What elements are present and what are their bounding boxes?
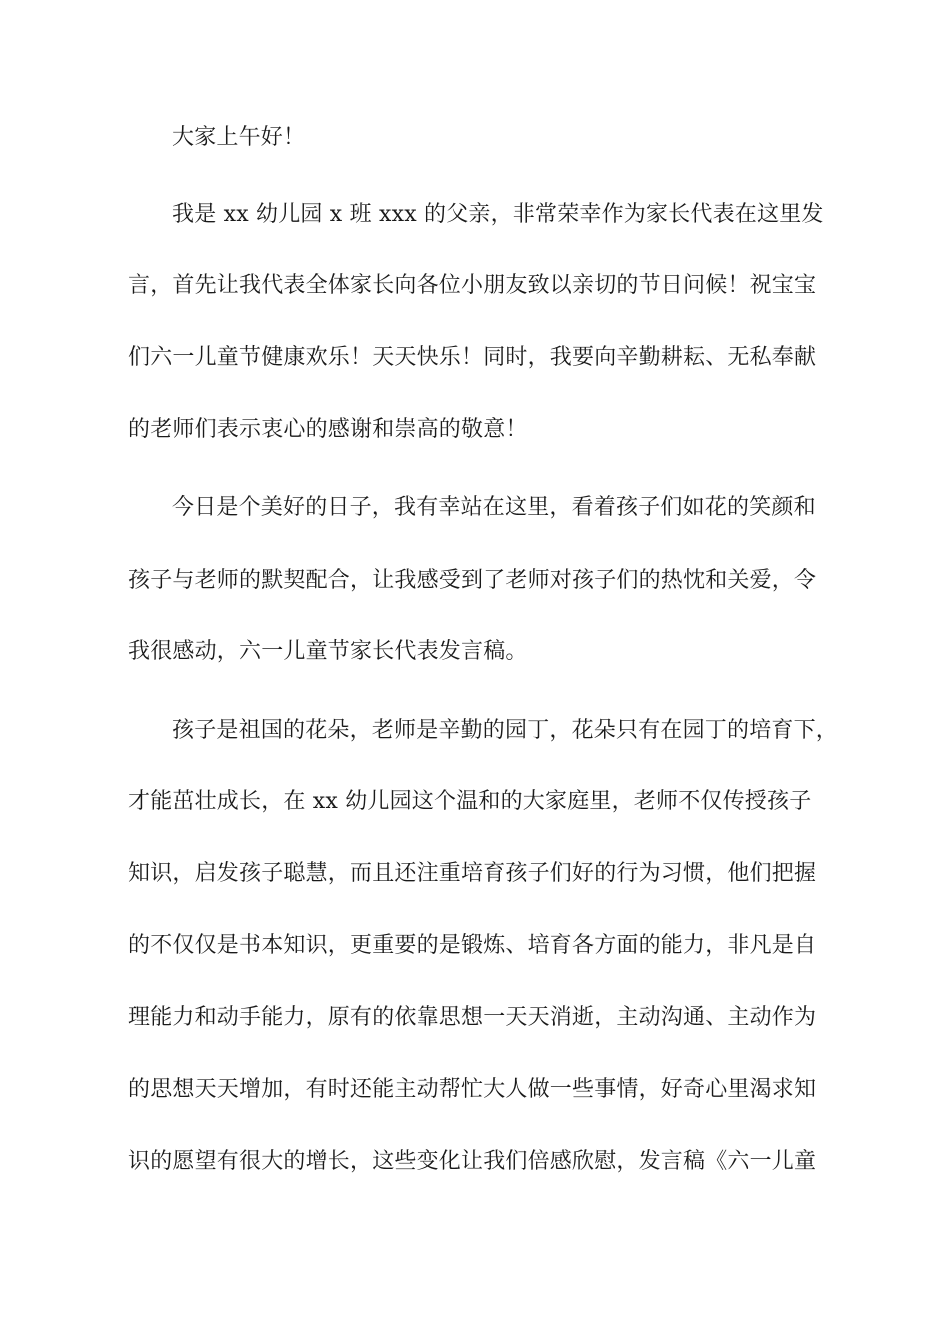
- paragraph-2-line-1: 今日是个美好的日子，我有幸站在这里，看着孩子们如花的笑颜和: [172, 495, 816, 520]
- paragraph-3-line-5: 理能力和动手能力，原有的依靠思想一天天消逝，主动沟通、主动作为: [128, 1005, 817, 1030]
- greeting-line: 大家上午好！: [172, 125, 306, 150]
- paragraph-3-line-2: 才能茁壮成长，在 xx 幼儿园这个温和的大家庭里，老师不仅传授孩子: [128, 789, 812, 814]
- paragraph-2-line-2: 孩子与老师的默契配合，让我感受到了老师对孩子们的热忱和关爱，令: [128, 568, 817, 593]
- paragraph-3-line-1: 孩子是祖国的花朵，老师是辛勤的园丁，花朵只有在园丁的培育下，: [172, 718, 839, 743]
- paragraph-3-line-4: 的不仅仅是书本知识，更重要的是锻炼、培育各方面的能力，非凡是自: [128, 933, 817, 958]
- paragraph-2-line-3: 我很感动，六一儿童节家长代表发言稿。: [128, 639, 528, 664]
- paragraph-3-line-6: 的思想天天增加，有时还能主动帮忙大人做一些事情，好奇心里渴求知: [128, 1077, 817, 1102]
- paragraph-3-line-7: 识的愿望有很大的增长，这些变化让我们倍感欣慰，发言稿《六一儿童: [128, 1149, 817, 1174]
- paragraph-1-line-1: 我是 xx 幼儿园 x 班 xxx 的父亲，非常荣幸作为家长代表在这里发: [172, 202, 824, 227]
- paragraph-1-line-2: 言，首先让我代表全体家长向各位小朋友致以亲切的节日问候！祝宝宝: [128, 273, 817, 298]
- paragraph-1-line-4: 的老师们表示衷心的感谢和崇高的敬意！: [128, 417, 528, 442]
- paragraph-1-line-3: 们六一儿童节健康欢乐！天天快乐！同时，我要向辛勤耕耘、无私奉献: [128, 345, 817, 370]
- paragraph-3-line-3: 知识，启发孩子聪慧，而且还注重培育孩子们好的行为习惯，他们把握: [128, 861, 817, 886]
